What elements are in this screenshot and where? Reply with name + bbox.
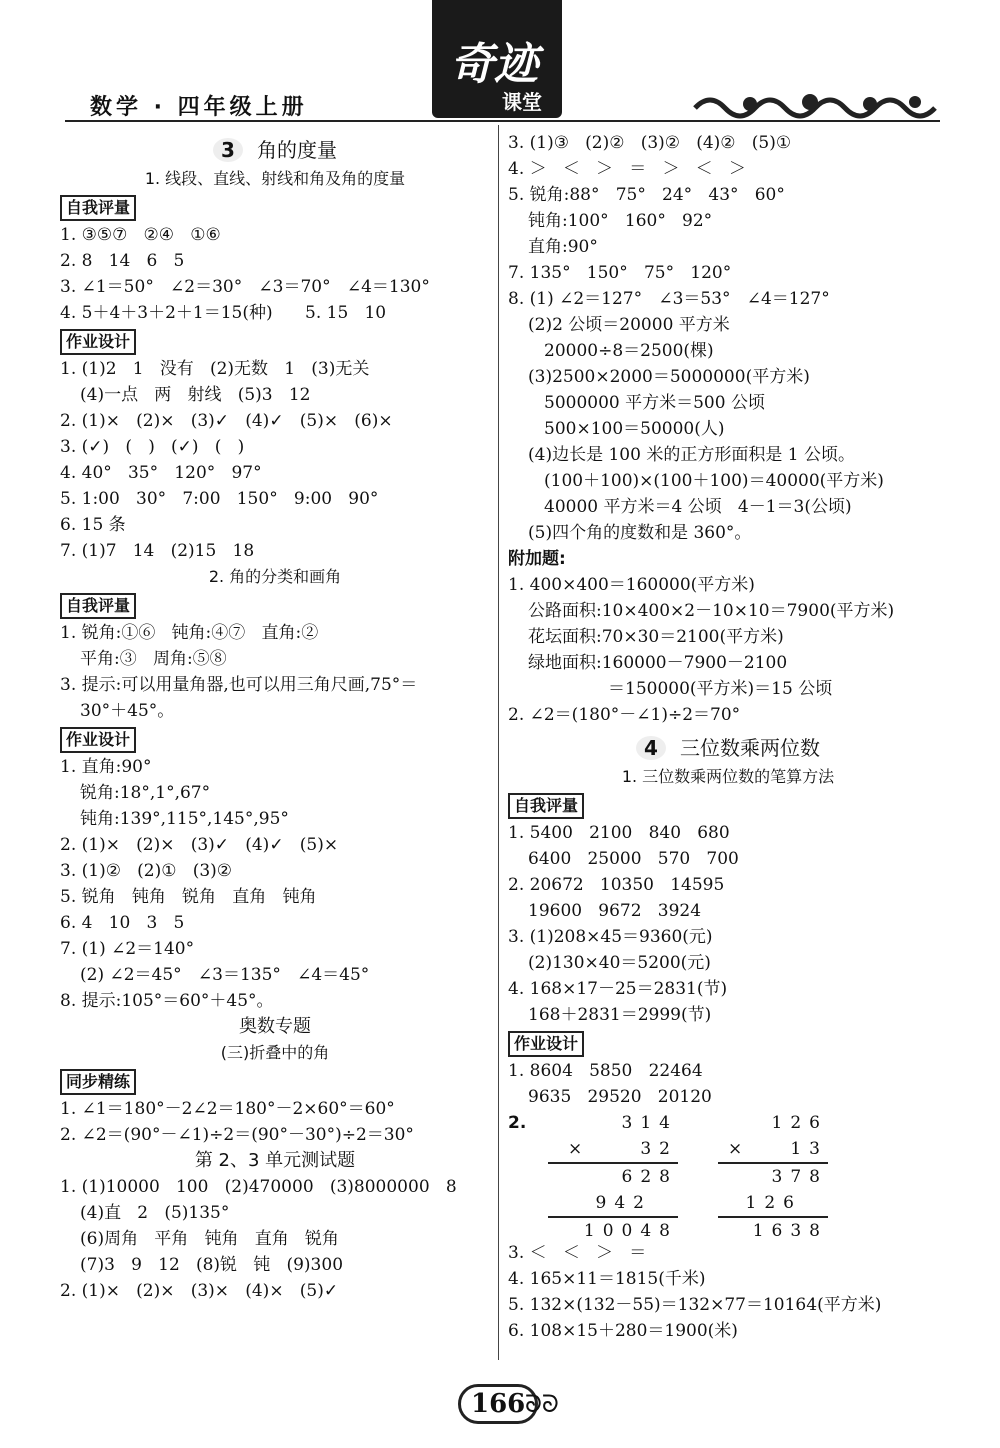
- answer-line: (4)边长是 100 米的正方形面积是 1 公顷。: [528, 445, 855, 465]
- homework-label: 作业设计: [508, 1031, 584, 1057]
- answer-line: 6400 25000 570 700: [528, 849, 739, 869]
- vertical-calc-2: [718, 1110, 828, 1244]
- answer-line: 绿地面积:160000－7900－2100: [528, 653, 788, 673]
- answer-line: 4. 168×17－25＝2831(节): [508, 979, 728, 999]
- answer-line: 8. 提示:105°＝60°＋45°。: [60, 991, 274, 1011]
- section-title: 2. 角的分类和画角: [208, 567, 342, 586]
- unit-test-heading: 第 2、3 单元测试题: [194, 1150, 356, 1171]
- partial-product: 942: [548, 1190, 678, 1218]
- chapter-3-heading: 3 角的度量: [60, 134, 490, 166]
- answer-line: 3. (1)② (2)① (3)②: [60, 861, 233, 881]
- answer-line: 5. 1:00 30° 7:00 150° 9:00 90°: [60, 489, 379, 509]
- self-assessment-label: 自我评量: [60, 195, 136, 221]
- answer-line: 1. 锐角:①⑥ 钝角:④⑦ 直角:②: [60, 623, 319, 643]
- answer-line: 4. 5＋4＋3＋2＋1＝15(种) 5. 15 10: [60, 303, 387, 323]
- answer-line: (3)2500×2000＝5000000(平方米): [528, 367, 810, 387]
- vertical-calc-1: [548, 1110, 678, 1244]
- answer-line: 3. (✓) ( ) (✓) ( ): [60, 437, 245, 457]
- answer-line: 6. 15 条: [60, 515, 126, 535]
- answer-line: (2) ∠2＝45° ∠3＝135° ∠4＝45°: [80, 965, 370, 985]
- book-title: 数学 · 四年级上册: [90, 95, 308, 120]
- answer-line: 1. (1)2 1 没有 (2)无数 1 (3)无关: [60, 359, 370, 379]
- answer-line: 168＋2831＝2999(节): [528, 1005, 712, 1025]
- answer-line: 花坛面积:70×30＝2100(平方米): [528, 627, 784, 647]
- answer-line: 7. (1)7 14 (2)15 18: [60, 541, 255, 561]
- answer-line: 1. ③⑤⑦ ②④ ①⑥: [60, 225, 221, 245]
- partial-product: 628: [621, 1167, 678, 1187]
- answer-line: 7. 135° 150° 75° 120°: [508, 263, 732, 283]
- answer-line: 2. 20672 10350 14595: [508, 875, 725, 895]
- section-title: 1. 三位数乘两位数的笔算方法: [621, 767, 835, 786]
- multiplicand: 314: [621, 1113, 678, 1133]
- vertical-multiplication-block: [508, 1110, 948, 1240]
- right-column: [508, 130, 948, 1344]
- answer-line: (7)3 9 12 (8)锐 钝 (9)300: [80, 1255, 344, 1275]
- answer-line: 钝角:100° 160° 92°: [528, 211, 713, 231]
- page-number-ornament-icon: ᘐᘐ: [525, 1390, 559, 1418]
- multiplier-row: × 32: [548, 1136, 678, 1164]
- answer-line: 3. ＜ ＜ ＞ ＝: [508, 1243, 647, 1263]
- answer-line: 6. 108×15＋280＝1900(米): [508, 1321, 738, 1341]
- answer-line: (6)周角 平角 钝角 直角 锐角: [80, 1229, 339, 1249]
- answer-line: 公路面积:10×400×2－10×10＝7900(平方米): [528, 601, 895, 621]
- answer-line: 6. 4 10 3 5: [60, 913, 185, 933]
- self-assessment-label: 自我评量: [60, 593, 136, 619]
- column-divider: [498, 125, 499, 1360]
- left-column: [60, 130, 490, 1304]
- partial-product: 378: [771, 1167, 828, 1187]
- answer-line: 4. 165×11＝1815(千米): [508, 1269, 706, 1289]
- answer-line: (5)四个角的度数和是 360°。: [528, 523, 752, 543]
- answer-line: 2. ∠2＝(90°－∠1)÷2＝(90°－30°)÷2＝30°: [60, 1125, 414, 1145]
- multiplicand: 126: [771, 1113, 828, 1133]
- answer-line: 40000 平方米＝4 公顷 4－1＝3(公顷): [544, 497, 852, 517]
- logo-text-big: 奇迹: [450, 39, 538, 90]
- homework-label: 作业设计: [60, 727, 136, 753]
- olympiad-subtitle: (三)折叠中的角: [220, 1043, 330, 1062]
- answer-line: 1. 直角:90°: [60, 757, 152, 777]
- homework-label: 作业设计: [60, 329, 136, 355]
- answer-line: 锐角:18°,1°,67°: [80, 783, 211, 803]
- answer-line: 直角:90°: [528, 237, 598, 257]
- answer-line: (4)直 2 (5)135°: [80, 1203, 230, 1223]
- answer-line: 2. ∠2＝(180°－∠1)÷2＝70°: [508, 705, 741, 725]
- answer-line: 8. (1) ∠2＝127° ∠3＝53° ∠4＝127°: [508, 289, 830, 309]
- answer-line: 5. 132×(132－55)＝132×77＝10164(平方米): [508, 1295, 882, 1315]
- logo-text-small: 课堂: [502, 90, 542, 114]
- sync-practice-label: 同步精练: [60, 1069, 136, 1095]
- answer-line: 2. (1)× (2)× (3)× (4)× (5)✓: [60, 1281, 339, 1301]
- multiplier-row: × 13: [718, 1136, 828, 1164]
- answer-line: 3. (1)208×45＝9360(元): [508, 927, 713, 947]
- answer-line: 5. 锐角:88° 75° 24° 43° 60°: [508, 185, 785, 205]
- answer-line: 3. ∠1＝50° ∠2＝30° ∠3＝70° ∠4＝130°: [60, 277, 430, 297]
- answer-line: (2)2 公顷＝20000 平方米: [528, 315, 730, 335]
- olympiad-heading: 奥数专题: [239, 1016, 311, 1037]
- section-title: 1. 线段、直线、射线和角及角的度量: [144, 169, 406, 188]
- answer-line: (100＋100)×(100＋100)＝40000(平方米): [544, 471, 884, 491]
- answer-line: 4. 40° 35° 120° 97°: [60, 463, 262, 483]
- partial-product: 126: [718, 1190, 828, 1218]
- bonus-label: 附加题:: [508, 549, 566, 569]
- answer-line: 1. (1)10000 100 (2)470000 (3)8000000 8: [60, 1177, 457, 1197]
- answer-line: 500×100＝50000(人): [544, 419, 725, 439]
- answer-line: 平角:③ 周角:⑤⑧: [80, 649, 227, 669]
- answer-line: 2. (1)× (2)× (3)✓ (4)✓ (5)× (6)×: [60, 411, 393, 431]
- question-number: 2.: [508, 1113, 527, 1133]
- answer-line: 1. ∠1＝180°－2∠2＝180°－2×60°＝60°: [60, 1099, 395, 1119]
- answer-line: 2. (1)× (2)× (3)✓ (4)✓ (5)×: [60, 835, 339, 855]
- page-number: 166: [458, 1384, 538, 1424]
- decorative-cloud-ornament: [690, 90, 940, 120]
- answer-line: (2)130×40＝5200(元): [528, 953, 711, 973]
- answer-line: ＝150000(平方米)＝15 公顷: [608, 679, 833, 699]
- self-assessment-label: 自我评量: [508, 793, 584, 819]
- header-rule: [65, 120, 940, 122]
- answer-line: 1. 5400 2100 840 680: [508, 823, 730, 843]
- answer-line: 5000000 平方米＝500 公顷: [544, 393, 765, 413]
- answer-line: 9635 29520 20120: [528, 1087, 712, 1107]
- answer-line: 1. 8604 5850 22464: [508, 1061, 703, 1081]
- product: 1638: [752, 1221, 828, 1241]
- answer-line: 20000÷8＝2500(棵): [544, 341, 714, 361]
- answer-line: (4)一点 两 射线 (5)3 12: [80, 385, 311, 405]
- answer-line: 3. 提示:可以用量角器,也可以用三角尺画,75°＝: [60, 675, 418, 695]
- answer-line: 3. (1)③ (2)② (3)② (4)② (5)①: [508, 133, 792, 153]
- answer-line: 30°＋45°。: [80, 701, 175, 721]
- answer-line: 1. 400×400＝160000(平方米): [508, 575, 755, 595]
- series-logo: [432, 0, 562, 118]
- answer-line: 钝角:139°,115°,145°,95°: [80, 809, 289, 829]
- answer-line: 4. ＞ ＜ ＞ ＝ ＞ ＜ ＞: [508, 159, 746, 179]
- answer-line: 5. 锐角 钝角 锐角 直角 钝角: [60, 887, 317, 907]
- answer-line: 7. (1) ∠2＝140°: [60, 939, 195, 959]
- answer-line: 19600 9672 3924: [528, 901, 702, 921]
- answer-line: 2. 8 14 6 5: [60, 251, 185, 271]
- chapter-4-heading: 4 三位数乘两位数: [508, 732, 948, 764]
- product: 10048: [583, 1221, 678, 1241]
